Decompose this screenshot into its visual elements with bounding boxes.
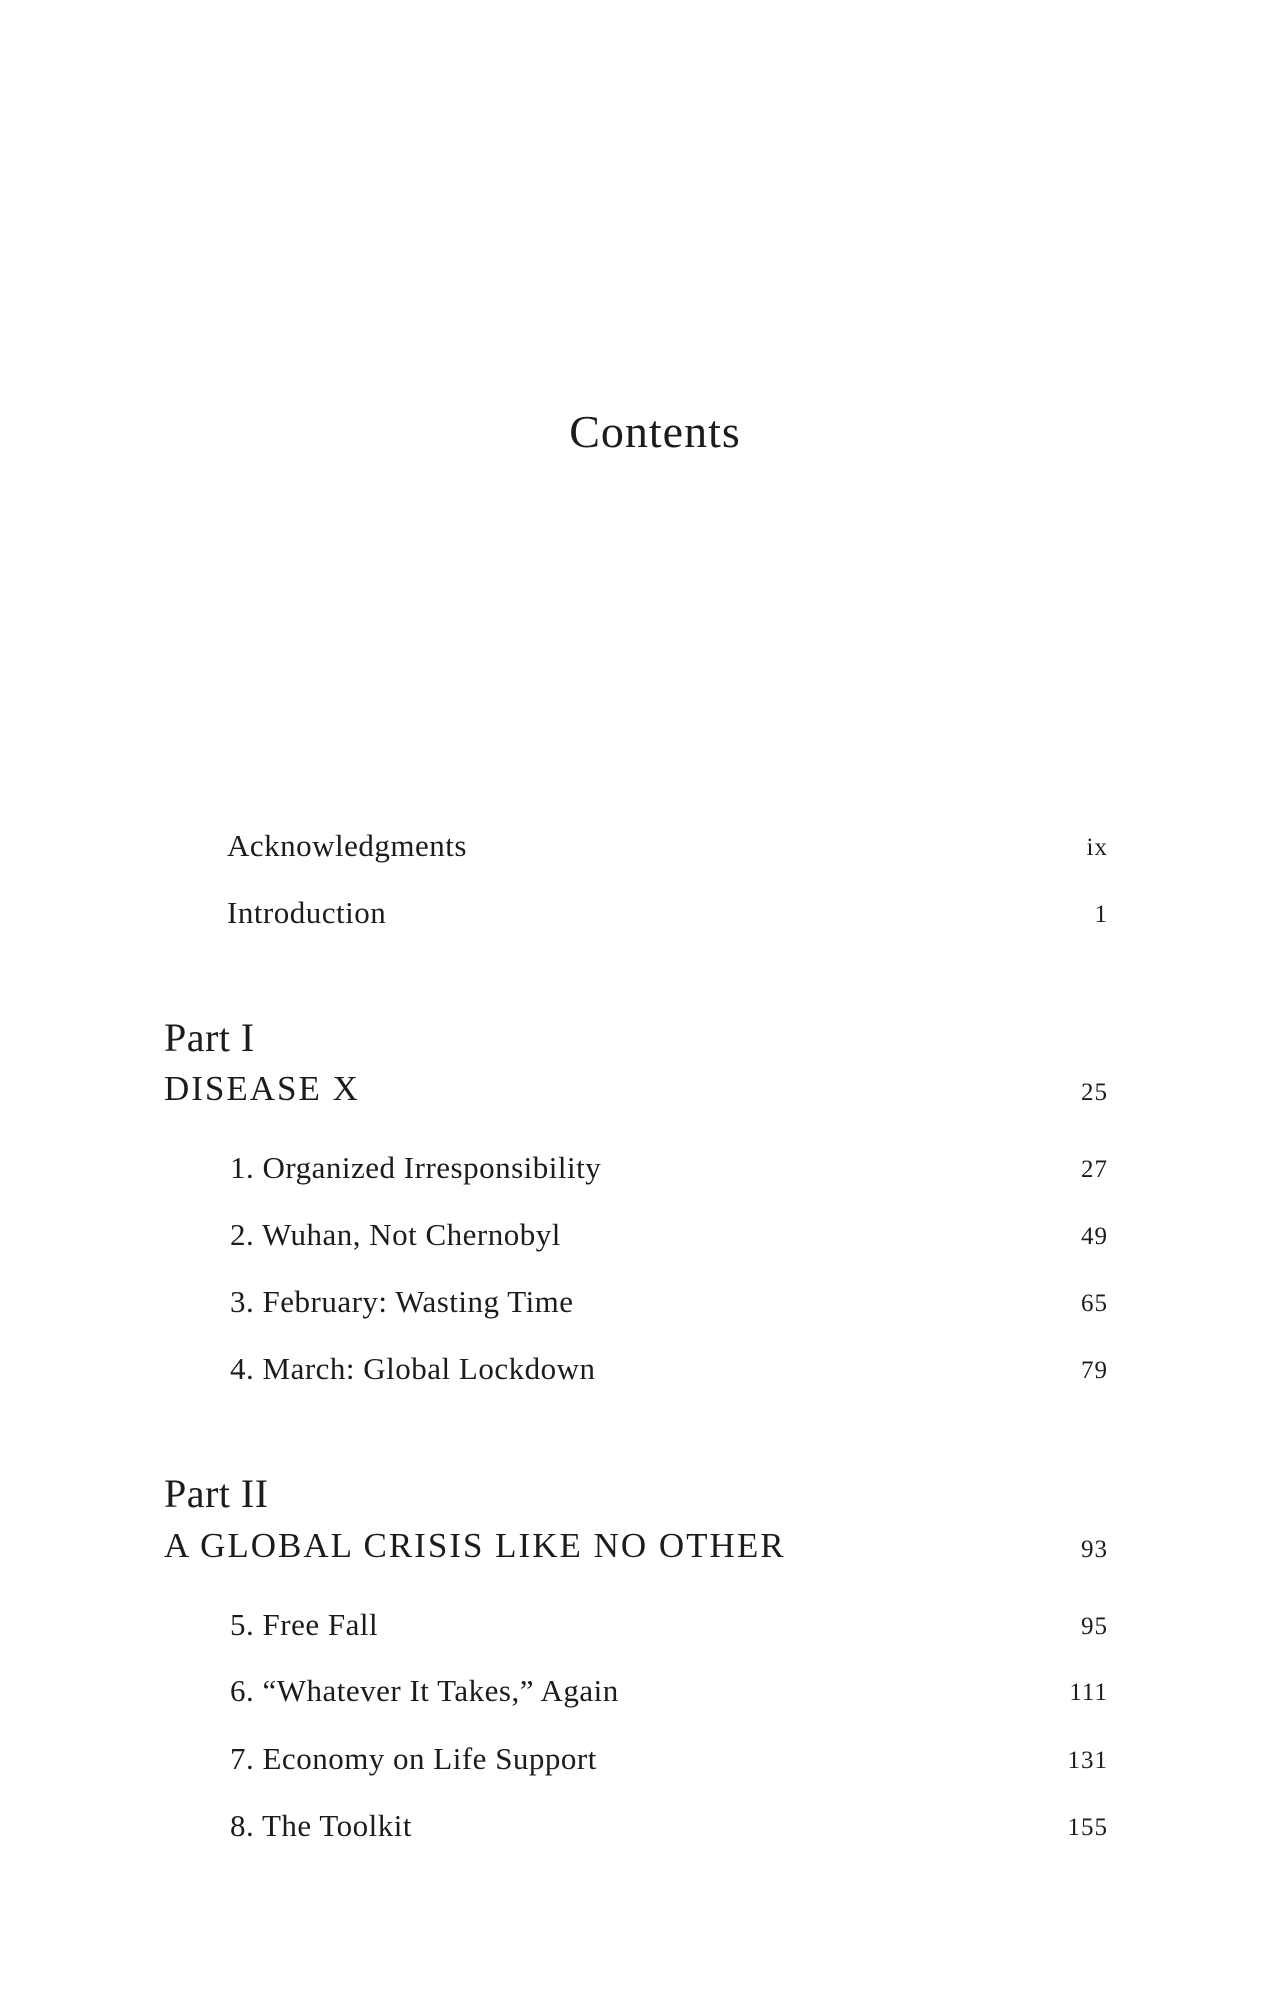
- page-number: 27: [1081, 1156, 1108, 1183]
- toc-chapter-entry: 7. Economy on Life Support: [230, 1741, 597, 1776]
- toc-chapter-entry: 1. Organized Irresponsibility: [230, 1150, 602, 1185]
- page-number: 79: [1081, 1357, 1108, 1384]
- toc-chapter-entry: 4. March: Global Lockdown: [230, 1351, 596, 1386]
- part-label: Part II: [164, 1471, 269, 1516]
- part-label: Part I: [164, 1015, 255, 1060]
- page-number: 155: [1067, 1814, 1108, 1841]
- page-number: 25: [1081, 1079, 1108, 1106]
- toc-chapter-entry: 2. Wuhan, Not Chernobyl: [230, 1217, 561, 1252]
- toc-entry-acknowledgments: Acknowledgments: [227, 828, 467, 863]
- toc-chapter-entry: 3. February: Wasting Time: [230, 1284, 574, 1319]
- page-number: 111: [1069, 1679, 1108, 1706]
- part-title: DISEASE X: [164, 1069, 360, 1108]
- page-number: 1: [1094, 901, 1108, 928]
- toc-chapter-entry: 8. The Toolkit: [230, 1808, 412, 1843]
- page-number: ix: [1086, 834, 1108, 861]
- page-title: Contents: [569, 406, 741, 457]
- page-number: 65: [1081, 1290, 1108, 1317]
- toc-entry-introduction: Introduction: [227, 895, 387, 930]
- page-number: 95: [1081, 1613, 1108, 1640]
- page-number: 49: [1081, 1223, 1108, 1250]
- page-number: 131: [1067, 1747, 1108, 1774]
- toc-chapter-entry: 6. “Whatever It Takes,” Again: [230, 1673, 619, 1708]
- part-title: A GLOBAL CRISIS LIKE NO OTHER: [164, 1526, 786, 1565]
- toc-chapter-entry: 5. Free Fall: [230, 1607, 379, 1642]
- page-number: 93: [1081, 1536, 1108, 1563]
